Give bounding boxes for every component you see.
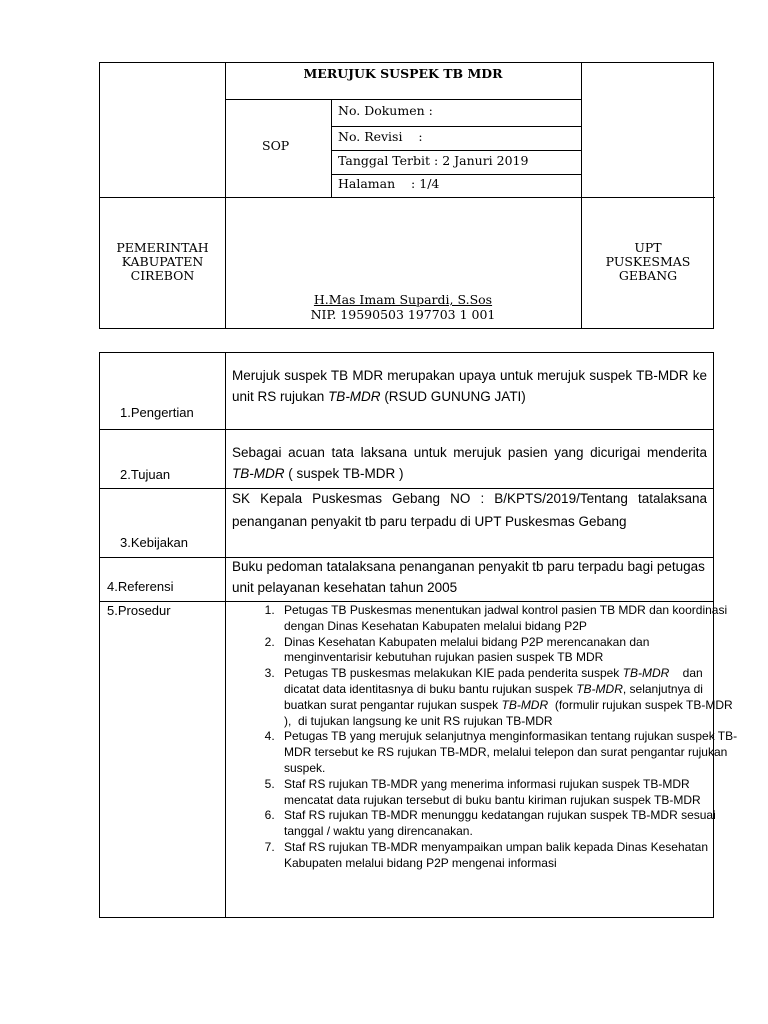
text-segment: , selanjutnya di buatkan surat pengantar rujukan suspek <box>284 681 703 712</box>
halaman: Halaman : 1/4 <box>338 176 440 191</box>
divider <box>331 150 581 151</box>
signer-name: H.Mas Imam Supardi, S.Sos <box>313 292 493 307</box>
left-org-line: KABUPATEN <box>121 254 204 269</box>
divider <box>581 63 582 328</box>
text-segment-italic: TB-MDR <box>328 389 381 404</box>
section-label-prosedur: 5.Prosedur <box>107 603 171 618</box>
section-label-kebijakan: 3.Kebijakan <box>120 535 188 550</box>
header-table <box>99 62 714 329</box>
section-label-pengertian: 1.Pengertian <box>120 405 194 420</box>
divider <box>225 353 226 917</box>
text-segment-italic: TB-MDR <box>501 697 549 712</box>
text-segment-italic: TB-MDR <box>576 681 623 696</box>
text-segment: (RSUD GUNUNG JATI) <box>380 389 526 404</box>
text-segment-italic: TB-MDR <box>622 666 670 681</box>
text-segment-italic: TB-MDR <box>232 466 285 481</box>
list-item: 1. Petugas TB Puskesmas menentukan jadwal kontrol pasien TB MDR dan koordinasi dengan Dinas Kesehatan Kabupaten melalui bidang P2P <box>278 603 738 635</box>
prosedur-steps <box>250 603 738 872</box>
list-item: 5. Staf RS rujukan TB-MDR yang menerima informasi rujukan suspek TB-MDR mencatat data rujukan tersebut di buku bantu kiriman rujukan suspek TB-MDR <box>278 777 738 809</box>
list-item: 7. Staf RS rujukan TB-MDR menyampaikan umpan balik kepada Dinas Kesehatan Kabupaten melalui bidang P2P mengenai informasi <box>278 840 738 872</box>
left-org-line: PEMERINTAH <box>116 240 209 255</box>
divider <box>225 63 226 328</box>
text-segment: Merujuk suspek TB MDR merupakan upaya untuk merujuk suspek TB-MDR ke unit RS rujukan <box>232 368 707 404</box>
right-org-line: PUSKESMAS <box>605 254 691 269</box>
list-item <box>278 666 738 729</box>
list-item: 4. Petugas TB yang merujuk selanjutnya menginformasikan tentang rujukan suspek TB-MDR tersebut ke RS rujukan TB-MDR, melalui telepon dan surat pengantar rujukan suspek. <box>278 729 738 776</box>
text-segment: ( suspek TB-MDR ) <box>284 466 404 481</box>
text-segment: Petugas TB puskesmas melakukan KIE pada penderita suspek <box>284 666 623 681</box>
document-title: MERUJUK SUSPEK TB MDR <box>303 66 503 81</box>
section-text-referensi: Buku pedoman tatalaksana penanganan penyakit tb paru terpadu bagi petugas unit pelayanan kesehatan tahun 2005 <box>232 559 705 595</box>
divider <box>100 601 713 602</box>
divider <box>100 197 715 198</box>
section-label-tujuan: 2.Tujuan <box>120 467 171 482</box>
text-segment: (formulir rujukan suspek TB-MDR ), di tujukan langsung ke unit RS rujukan TB-MDR <box>284 697 736 728</box>
divider <box>100 429 713 430</box>
text-segment: dan dicatat data identitasnya di buku bantu rujukan suspek <box>284 666 707 696</box>
right-org-line: UPT <box>634 240 662 255</box>
section-text-pengertian <box>232 365 707 407</box>
right-organization <box>581 241 715 283</box>
signer-nip: NIP. 19590503 197703 1 001 <box>310 307 496 322</box>
no-dokumen: No. Dokumen : <box>338 103 433 118</box>
section-label-referensi: 4.Referensi <box>107 579 174 594</box>
sop-label: SOP <box>262 138 290 153</box>
section-text-tujuan <box>232 442 707 484</box>
left-org-line: CIREBON <box>130 268 195 283</box>
list-item: 2. Dinas Kesehatan Kabupaten melalui bidang P2P merencanakan dan menginventarisir kebutuhan rujukan pasien suspek TB MDR <box>278 635 738 667</box>
no-revisi: No. Revisi : <box>338 129 423 144</box>
sop-content-table <box>99 352 738 918</box>
right-org-line: GEBANG <box>618 268 678 283</box>
divider <box>331 126 581 127</box>
list-item: 6. Staf RS rujukan TB-MDR menunggu kedatangan rujukan suspek TB-MDR sesuai tanggal / waktu yang direncanakan. <box>278 808 738 840</box>
divider <box>225 99 581 100</box>
divider <box>331 174 581 175</box>
left-organization <box>100 241 225 283</box>
text-segment: Sebagai acuan tata laksana untuk merujuk pasien yang dicurigai menderita <box>232 445 707 460</box>
tanggal-terbit: Tanggal Terbit : 2 Januri 2019 <box>338 153 529 168</box>
divider <box>331 99 332 197</box>
section-text-kebijakan: SK Kepala Puskesmas Gebang NO : B/KPTS/2019/Tentang tatalaksana penanganan penyakit tb paru terpadu di UPT Puskesmas Gebang <box>232 491 707 529</box>
